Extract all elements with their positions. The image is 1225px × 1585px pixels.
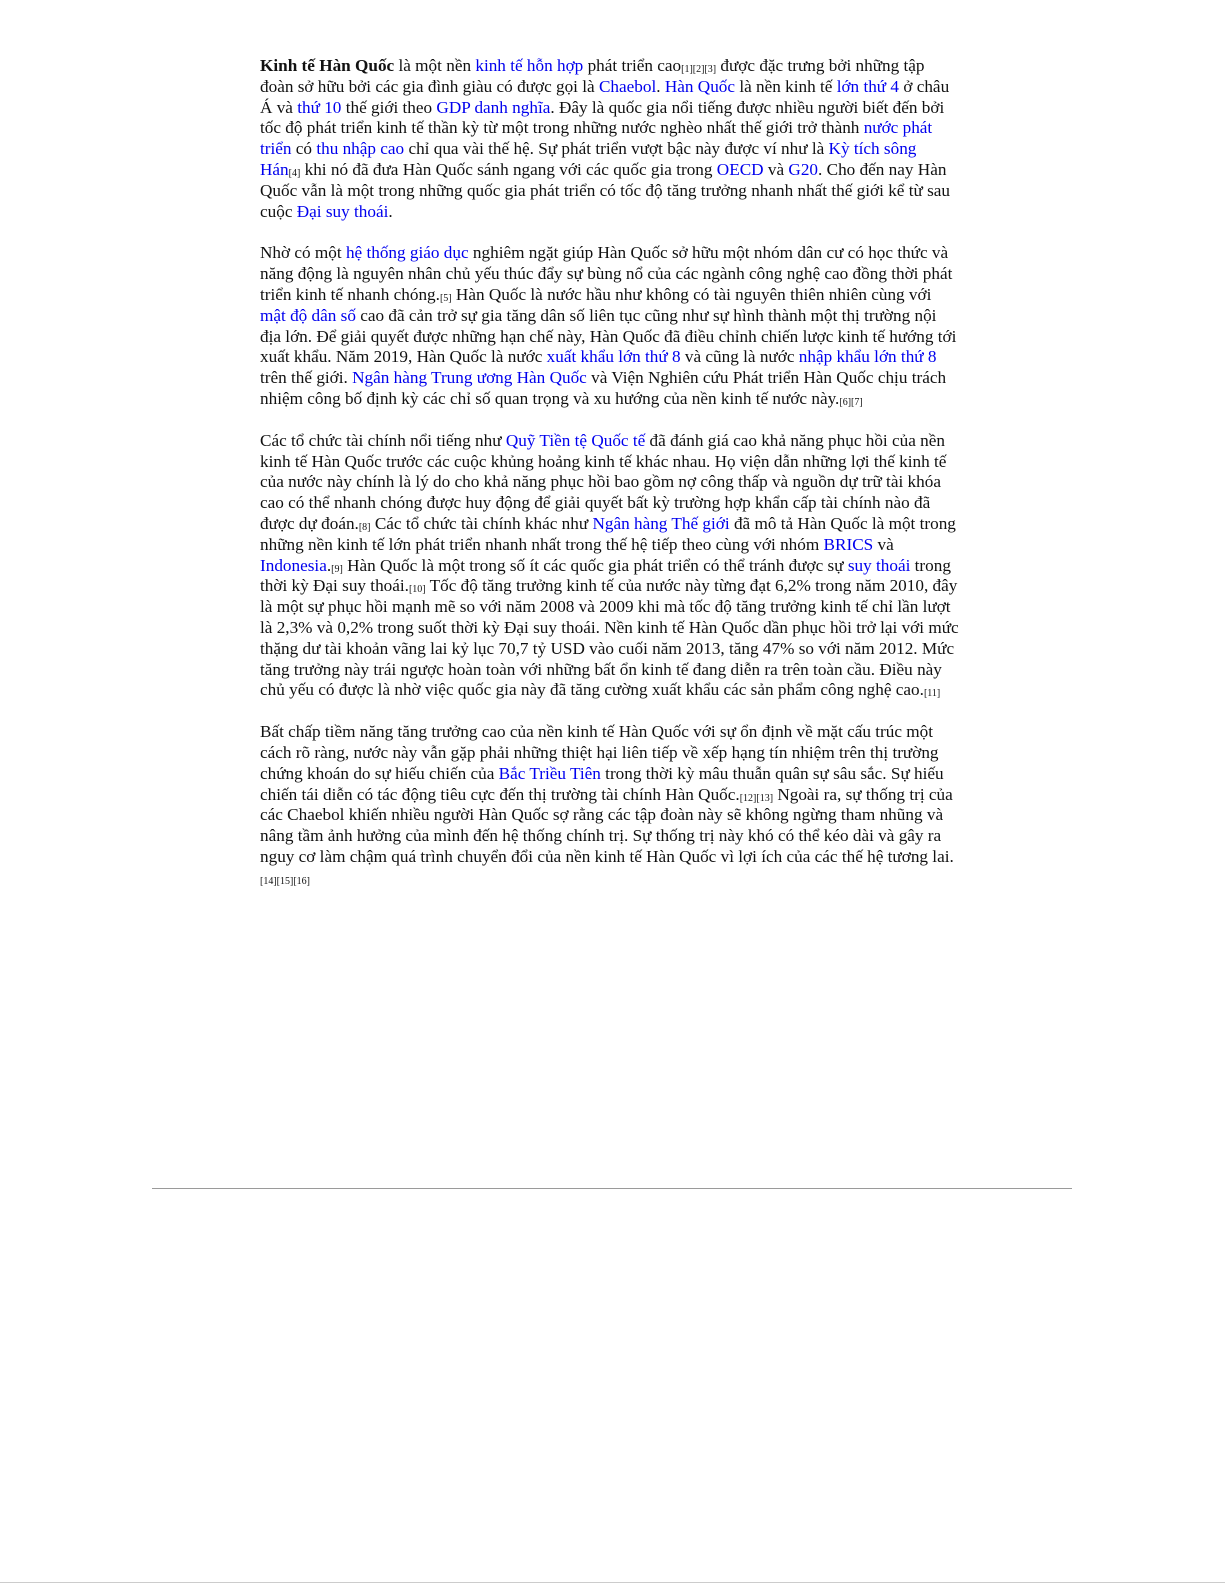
wiki-link[interactable]: Đại suy thoái [296, 201, 389, 221]
text-run: có [291, 139, 317, 159]
text-run: trong thời kỳ mâu thuẫn quân sự sâu sắc. Sự hiếu chiến tái diễn có tác động tiêu cực đến thị trường tài chính Hàn Quốc. [260, 763, 944, 804]
wiki-link[interactable]: lớn thứ 4 [836, 76, 900, 96]
paragraph-resilience [260, 431, 960, 701]
text-run: là một nền [394, 56, 476, 75]
text-run: và cũng là nước [680, 347, 799, 367]
citation-ref[interactable]: [14][15][16] [260, 875, 310, 887]
text-run: Các tổ chức tài chính nổi tiếng như [260, 430, 506, 450]
wiki-link[interactable]: thứ 10 [297, 97, 342, 117]
citation-ref[interactable]: [1][2][3] [681, 64, 717, 75]
wiki-link[interactable]: Ngân hàng Trung ương Hàn Quốc [352, 368, 587, 388]
wiki-link[interactable]: Quỹ Tiền tệ Quốc tế [505, 430, 646, 450]
wiki-link[interactable]: hệ thống giáo dục [345, 243, 469, 263]
text-run: Bất chấp tiềm năng tăng trưởng cao của nền kinh tế Hàn Quốc với sự ổn định về mặt cấu trúc một cách rõ ràng, nước này vẫn gặp phải những thiệt hại liên tiếp về xếp hạng tín nhiệm trên thị trường chứng khoán do sự hiếu chiến của [260, 722, 939, 783]
text-run: cao đã cản trở sự gia tăng dân số liên tục cũng như sự hình thành một thị trường nội địa lớn. Để giải quyết được những hạn chế này, Hàn Quốc đã điều chỉnh chiến lược kinh tế hướng tới xuất khẩu. Năm 2019, Hàn Quốc là nước [260, 305, 957, 367]
text-run: Hàn Quốc là một trong số ít các quốc gia phát triển có thể tránh được sự [342, 555, 848, 575]
wiki-link[interactable]: GDP danh nghĩa [436, 97, 551, 117]
text-run: ở châu Á và [260, 76, 950, 117]
text-run: và Viện Nghiên cứu Phát triển Hàn Quốc chịu trách nhiệm công bố định kỳ các chỉ số quan trọng và xu hướng của nền kinh tế nước này. [260, 368, 947, 408]
text-run: là nền kinh tế [735, 76, 837, 96]
paragraph-overview [260, 56, 960, 222]
text-run: đã mô tả Hàn Quốc là một trong những nền kinh tế lớn phát triển nhanh nhất trong thế hệ tiếp theo cùng với nhóm [260, 513, 956, 554]
wiki-link[interactable]: Bắc Triều Tiên [498, 763, 601, 783]
wiki-link[interactable]: kinh tế hỗn hợp [475, 56, 584, 75]
wiki-link[interactable]: nhập khẩu lớn thứ 8 [798, 347, 937, 367]
text-run: Hàn Quốc là nước hầu như không có tài nguyên thiên nhiên cùng với [451, 284, 932, 304]
text-run: trên thế giới. [260, 368, 353, 388]
bold-term: Kinh tế Hàn Quốc [260, 56, 395, 75]
text-run: Tốc độ tăng trưởng kinh tế của nước này từng đạt 6,2% trong năm 2010, đây là một sự phục hồi mạnh mẽ so với năm 2008 và 2009 khi mà tốc độ tăng trưởng kinh tế chỉ lần lượt là 2,3% và 0,2% trong suốt thời kỳ Đại suy thoái. Nền kinh tế Hàn Quốc dần phục hồi trở lại với mức thặng dư tài khoản vãng lai kỷ lục 70,7 tỷ USD vào cuối năm 2013, tăng 47% so với năm 2012. Mức tăng trưởng này trái ngược hoàn toàn với những bất ổn kinh tế đang diễn ra trên toàn cầu. Điều này chủ yếu có được là nhờ việc quốc gia này đã tăng cường xuất khẩu các sản phẩm công nghệ cao. [260, 576, 959, 700]
wiki-link[interactable]: thu nhập cao [316, 139, 405, 159]
citation-ref[interactable]: [12][13] [739, 792, 774, 804]
wiki-link[interactable]: Kỳ tích sông Hán [260, 139, 917, 179]
text-run: trong thời kỳ Đại suy thoái. [260, 555, 951, 596]
text-run: . Cho đến nay Hàn Quốc vẫn là một trong những quốc gia phát triển có tốc độ tăng trưởng nhanh nhất thế giới kể từ sau cuộc [260, 159, 951, 221]
wiki-link[interactable]: mật độ dân số [260, 305, 356, 325]
text-run: và [763, 159, 789, 179]
text-run: thế giới theo [341, 97, 437, 117]
text-run: . Đây là quốc gia nổi tiếng được nhiều người biết đến bởi tốc độ phát triển kinh tế thần kỳ từ một trong những nước nghèo nhất thế giới trở thành [260, 97, 945, 138]
text-run: Ngoài ra, sự thống trị của các Chaebol khiến nhiều người Hàn Quốc sợ rằng các tập đoàn này sẽ không ngừng tham nhũng và nâng tầm ảnh hưởng của mình đến hệ thống chính trị. Sự thống trị này khó có thể kéo dài và gây ra nguy cơ làm chậm quá trình chuyển đổi của nền kinh tế Hàn Quốc vì lợi ích của các thế hệ tương lai. [260, 784, 954, 866]
wiki-link[interactable]: Chaebol [598, 76, 657, 96]
text-run: đã đánh giá cao khả năng phục hồi của nền kinh tế Hàn Quốc trước các cuộc khủng hoảng kinh tế khác nhau. Họ viện dẫn những lợi thế kinh tế của nước này chính là lý do cho khả năng phục hồi bao gồm nợ công thấp và nguồn dự trữ tài khóa cao có thể nhanh chóng được huy động để giải quyết bất kỳ trường hợp khẩn cấp tài chính nào đã được dự đoán. [260, 430, 947, 533]
text-run: và [873, 534, 894, 554]
wiki-link[interactable]: G20 [788, 159, 819, 179]
article-body [260, 56, 960, 909]
wiki-link[interactable]: BRICS [823, 534, 874, 554]
text-run: khi nó đã đưa Hàn Quốc sánh ngang với các quốc gia trong [300, 159, 717, 179]
text-run: Nhờ có một [260, 243, 346, 263]
wiki-link[interactable]: Indonesia [260, 555, 327, 575]
text-run: Các tổ chức tài chính khác như [370, 513, 593, 533]
text-run: nghiêm ngặt giúp Hàn Quốc sở hữu một nhóm dân cư có học thức và năng động là nguyên nhân chủ yếu thúc đẩy sự bùng nổ của các ngành công nghệ cao đồng thời phát triển kinh tế nhanh chóng. [260, 243, 953, 304]
wiki-link[interactable]: nước phát triển [260, 118, 933, 159]
citation-ref[interactable]: [4] [288, 167, 301, 179]
wiki-link[interactable]: suy thoái [847, 555, 911, 575]
page-divider [152, 1188, 1072, 1189]
text-run: chỉ qua vài thế hệ. Sự phát triển vượt bậc này được ví như là [404, 139, 829, 159]
citation-ref[interactable]: [9] [331, 563, 343, 575]
wiki-link[interactable]: OECD [716, 159, 764, 179]
wiki-link[interactable]: xuất khẩu lớn thứ 8 [546, 347, 681, 367]
citation-ref[interactable]: [8] [358, 521, 371, 533]
text-run: . [656, 76, 665, 96]
text-run: . [388, 201, 393, 221]
text-run: . [326, 555, 332, 575]
text-run: được đặc trưng bởi những tập đoàn sở hữu bởi các gia đình giàu có được gọi là [260, 56, 925, 96]
wiki-link[interactable]: Ngân hàng Thế giới [592, 513, 730, 533]
citation-ref[interactable]: [6][7] [839, 396, 863, 408]
citation-ref[interactable]: [5] [439, 292, 452, 304]
wiki-link[interactable]: Hàn Quốc [664, 76, 736, 96]
text-run: phát triển cao [583, 56, 682, 75]
citation-ref[interactable]: [11] [923, 688, 941, 700]
paragraph-risks [260, 722, 960, 888]
citation-ref[interactable]: [10] [408, 584, 426, 596]
page-bottom-edge [0, 1582, 1225, 1583]
paragraph-education-trade [260, 243, 960, 409]
